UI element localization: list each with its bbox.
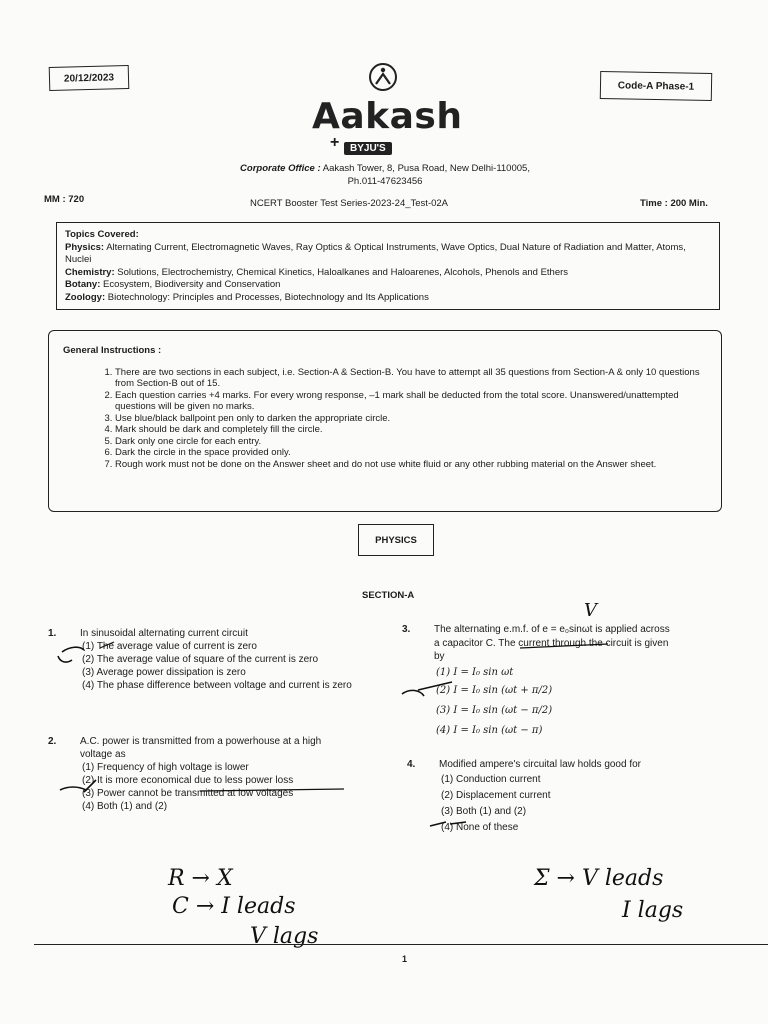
option-1: (1) Frequency of high voltage is lower bbox=[82, 762, 249, 773]
plus-icon: + bbox=[330, 134, 340, 151]
topics-box bbox=[56, 222, 720, 310]
topics-botany: Botany: Ecosystem, Biodiversity and Conservation bbox=[65, 279, 281, 290]
date-box bbox=[49, 65, 130, 91]
instruction-item: 2. Each question carries +4 marks. For every wrong response, –1 mark shall be deducted from the total score. Unanswered/unattempted questions will be given no marks. bbox=[115, 390, 707, 413]
brand-name: Aakash bbox=[312, 96, 463, 137]
general-instructions bbox=[48, 330, 722, 512]
instruction-item: 4. Mark should be dark and completely fill the circle. bbox=[115, 424, 707, 436]
office-address: Aakash Tower, 8, Pusa Road, New Delhi-110005, bbox=[322, 163, 530, 174]
test-series: NCERT Booster Test Series-2023-24_Test-02A bbox=[250, 198, 449, 209]
instructions-list bbox=[63, 367, 707, 471]
code-box bbox=[600, 71, 712, 101]
code-text: Code-A Phase-1 bbox=[617, 79, 695, 93]
topics-title: Topics Covered: bbox=[65, 229, 139, 240]
question-number: 4. bbox=[407, 759, 416, 770]
handwritten-note: R → X bbox=[168, 866, 233, 891]
option-3: (3) Both (1) and (2) bbox=[441, 806, 527, 817]
subject-box bbox=[358, 524, 434, 556]
handwritten-note: C → I leads bbox=[172, 894, 296, 919]
instructions-title: General Instructions : bbox=[63, 345, 162, 356]
option-4: (4) The phase difference between voltage and current is zero bbox=[82, 680, 352, 691]
option-3: (3) Average power dissipation is zero bbox=[82, 667, 246, 678]
instruction-item: 3. Use blue/black ballpoint pen only to darken the appropriate circle. bbox=[115, 413, 707, 425]
question-stem: In sinusoidal alternating current circuit bbox=[80, 628, 248, 639]
handwritten-note: Σ → V leads bbox=[534, 866, 664, 891]
aakash-symbol-icon bbox=[368, 62, 398, 92]
option-1: (1) The average value of current is zero bbox=[82, 641, 257, 652]
office-phone: Ph.011-47623456 bbox=[347, 176, 423, 187]
subject-label: PHYSICS bbox=[375, 534, 417, 546]
instruction-item: 5. Dark only one circle for each entry. bbox=[115, 436, 707, 448]
instruction-item: 1. There are two sections in each subject, i.e. Section-A & Section-B. You have to attempt all 35 questions from Section-A & only 10 questions from Section-B out of 15. bbox=[115, 367, 707, 390]
option-2: (2) It is more economical due to less power loss bbox=[82, 775, 294, 786]
option-2: (2) The average value of square of the current is zero bbox=[82, 654, 319, 665]
question-stem: A.C. power is transmitted from a powerhouse at a high voltage as bbox=[80, 736, 322, 760]
topics-physics: Physics: Alternating Current, Electromagnetic Waves, Ray Optics & Optical Instruments, Wave Optics, Dual Nature of Radiation and Matter, Atoms, Nuclei bbox=[65, 241, 686, 265]
date-text: 20/12/2023 bbox=[63, 71, 115, 85]
option-1: (1) Conduction current bbox=[441, 774, 541, 785]
question-3 bbox=[402, 623, 732, 748]
topics-chemistry: Chemistry: Solutions, Electrochemistry, Chemical Kinetics, Haloalkanes and Haloarenes, Alcohols, Phenols and Ethers bbox=[65, 266, 569, 278]
option-3: (3) I = I₀ sin (ωt − π/2) bbox=[436, 704, 553, 716]
footer-divider bbox=[34, 944, 768, 945]
question-1 bbox=[48, 627, 378, 717]
tick-mark: V bbox=[584, 600, 597, 621]
byjus-badge: BYJU'S bbox=[344, 142, 392, 155]
question-number: 3. bbox=[402, 624, 411, 635]
option-4: (4) None of these bbox=[441, 822, 519, 833]
option-2: (2) Displacement current bbox=[441, 790, 551, 801]
page-number: 1 bbox=[402, 954, 408, 964]
aakash-logo bbox=[300, 62, 470, 162]
handwritten-note: V lags bbox=[250, 924, 319, 949]
time-limit: Time : 200 Min. bbox=[640, 198, 708, 209]
instruction-item: 7. Rough work must not be done on the Answer sheet and do not use white fluid or any other rubbing material on the Answer sheet. bbox=[115, 459, 707, 471]
section-heading: SECTION-A bbox=[362, 590, 415, 601]
option-3: (3) Power cannot be transmitted at low voltages bbox=[82, 788, 294, 799]
office-label: Corporate Office : bbox=[240, 163, 321, 174]
option-4: (4) I = I₀ sin (ωt − π) bbox=[436, 724, 543, 736]
question-number: 2. bbox=[48, 736, 57, 747]
question-4 bbox=[407, 758, 737, 850]
option-4: (4) Both (1) and (2) bbox=[82, 801, 168, 812]
question-stem: The alternating e.m.f. of e = e₀sinωt is applied across a capacitor C. The current through the circuit is given by bbox=[434, 624, 670, 662]
question-2 bbox=[48, 735, 378, 830]
max-marks: MM : 720 bbox=[44, 194, 85, 205]
question-stem: Modified ampere's circuital law holds good for bbox=[439, 759, 642, 770]
instruction-item: 6. Dark the circle in the space provided only. bbox=[115, 447, 707, 459]
question-number: 1. bbox=[48, 628, 57, 639]
option-1: (1) I = I₀ sin ωt bbox=[436, 666, 514, 678]
topics-zoology: Zoology: Biotechnology: Principles and Processes, Biotechnology and Its Applications bbox=[65, 291, 429, 303]
option-2: (2) I = I₀ sin (ωt + π/2) bbox=[436, 684, 553, 696]
corporate-office bbox=[150, 162, 620, 188]
handwritten-note: I lags bbox=[622, 898, 684, 923]
